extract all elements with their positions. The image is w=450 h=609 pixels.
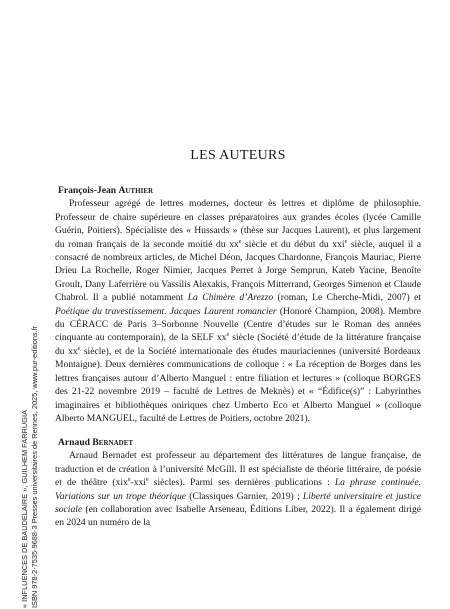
author-entry-bernadet [55,436,421,530]
author-bio: Professeur agrégé de lettres modernes, docteur ès lettres et diplôme de philosophie. Professeur de chaire supérieure en classes préparatoires aux grandes écoles (lycée Camille Guérin, Poitiers). Spécialiste des « Hussards » (thèse sur Jacques Laurent), et plus largement du roman français de la seconde moitié du $xx^e$ siècle et du début du xxi$^e$ siècle, auquel il a consacré de nombreux articles, de Michel Déon, Jacques Chardonne, François Mauriac, Pierre Drieu La Rochelle, Roger Nimier, Jacques Perret à Jorge Semprun, Kateb Yacine, Benoîte Groult, Dany Laferrière ou Vassilis Alexakis, François Mitterrand, Georges Simenon et Claude Chabrol. Il a publié notamment La Chimère d’Arezzo (roman, Le Cherche-Midi, 2007) et Poétique du travestissement. Jacques Laurent romancier (Honoré Champion, 2008). Membre du CÉRACC de Paris 3–Sorbonne Nouvelle (Centre d’études sur le Roman des années cinquante au contemporain), de la SELF $xx^e$ siècle (Société d’étude de la littérature française du $xx^e$ siècle), et de la Société internationale des études mauriaciennes (université Bordeaux Montaigne). Deux dernières communications de colloque : « La réception de Borges dans les lettres françaises autour d’Alberto Manguel : entre filiation et lectures » (colloque BORGES des 21-22 novembre 2019 – faculté de Lettres de Meknès) et « “Édifice(s)” : Labyrinthes imaginaires et bibliothèques oniriques chez Umberto Eco et Alberto Manguel » (colloque Alberto MANGUEL, faculté de Lettres de Poitiers, octobre 2021). [55,198,422,424]
page-title: LES AUTEURS [190,148,286,163]
sidebar-isbn-line: ISBN 978-2-7535-9688-3 Presses universitaires de Rennes, 2025, www.pur-editions.fr [30,325,39,608]
author-entry-authier [55,184,421,425]
sidebar-title-line: « INFLUENCES DE BAUDELAIRE », GUILHEM FARRUGIA [20,410,29,608]
copyright-sidebar [5,210,39,608]
author-bio: Arnaud Bernadet est professeur au département des littératures de langue française, de traduction et de création à l’université McGill. Il est spécialiste de théorie littéraire, de poésie et de théâtre (xix$^e$-xxi$^e$ siècles). Parmi ses dernières publications : La phrase continuée. Variations sur un trope théorique (Classiques Garnier, 2019) ; Liberté universitaire et justice sociale (en collaboration avec Isabelle Arseneau, Éditions Liber, 2022). Il a également dirigé en 2024 un numéro de la [55,450,422,529]
author-name: François-Jean Authier [58,185,154,196]
author-name: Arnaud Bernadet [58,437,134,448]
